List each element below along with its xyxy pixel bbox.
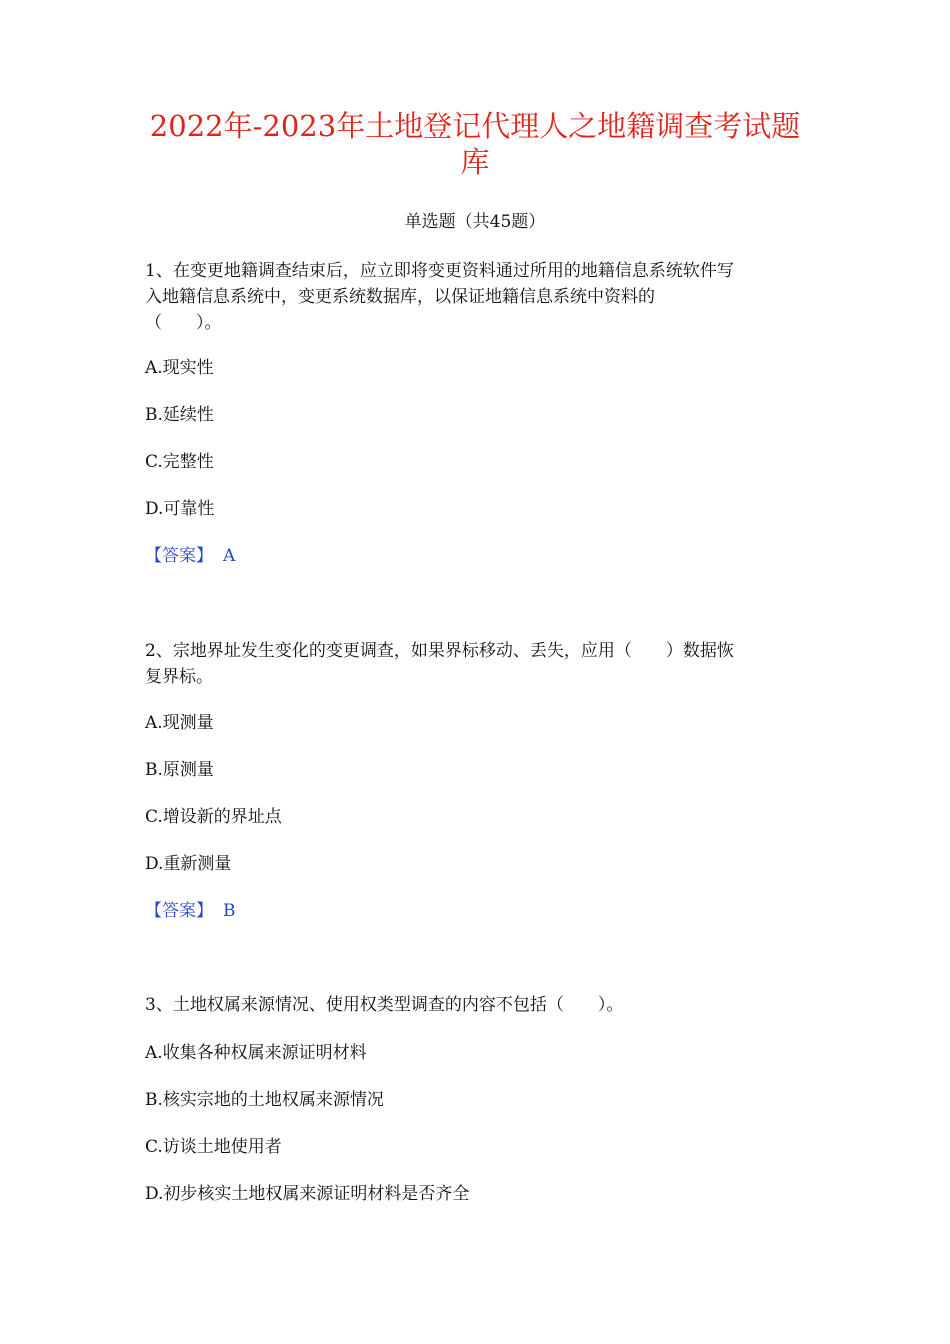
question-2-option-b: B.原测量 <box>145 760 214 780</box>
question-1-option-c: C.完整性 <box>145 452 214 472</box>
question-1-answer-label: 【答案】 <box>145 546 213 566</box>
question-2-option-a: A.现测量 <box>145 713 214 733</box>
question-2-option-d: D.重新测量 <box>145 854 232 874</box>
question-2-text-line-2: 复界标。 <box>145 667 213 687</box>
question-1-text-line-2: 入地籍信息系统中，变更系统数据库，以保证地籍信息系统中资料的 <box>145 287 655 307</box>
document-title-line-1: 2022年-2023年土地登记代理人之地籍调查考试题 <box>149 109 801 143</box>
question-3-option-a: A.收集各种权属来源证明材料 <box>145 1043 367 1063</box>
document-title <box>140 108 810 180</box>
question-3-option-d: D.初步核实土地权属来源证明材料是否齐全 <box>145 1184 470 1204</box>
question-2-answer-label: 【答案】 <box>145 901 213 921</box>
question-1-option-b: B.延续性 <box>145 405 214 425</box>
question-1-answer <box>145 543 235 569</box>
question-1-text-line-1: 1、在变更地籍调查结束后，应立即将变更资料通过所用的地籍信息系统软件写 <box>145 261 734 281</box>
question-3-option-c: C.访谈土地使用者 <box>145 1137 282 1157</box>
question-2-option-c: C.增设新的界址点 <box>145 807 282 827</box>
question-1-option-d: D.可靠性 <box>145 499 215 519</box>
question-2-answer-value: B <box>223 901 236 921</box>
question-3-option-b: B.核实宗地的土地权属来源情况 <box>145 1090 384 1110</box>
question-2-text-line-1: 2、宗地界址发生变化的变更调查，如果界标移动、丢失，应用（ ）数据恢 <box>145 641 734 661</box>
question-3-text-line-1: 3、土地权属来源情况、使用权类型调查的内容不包括（ ）。 <box>145 995 624 1015</box>
question-1-text-line-3: （ ）。 <box>145 313 222 333</box>
question-1-answer-value: A <box>223 546 236 566</box>
question-1-option-a: A.现实性 <box>145 358 214 378</box>
section-heading: 单选题（共45题） <box>404 212 546 232</box>
question-2-answer <box>145 898 236 924</box>
document-title-line-2: 库 <box>460 145 490 179</box>
